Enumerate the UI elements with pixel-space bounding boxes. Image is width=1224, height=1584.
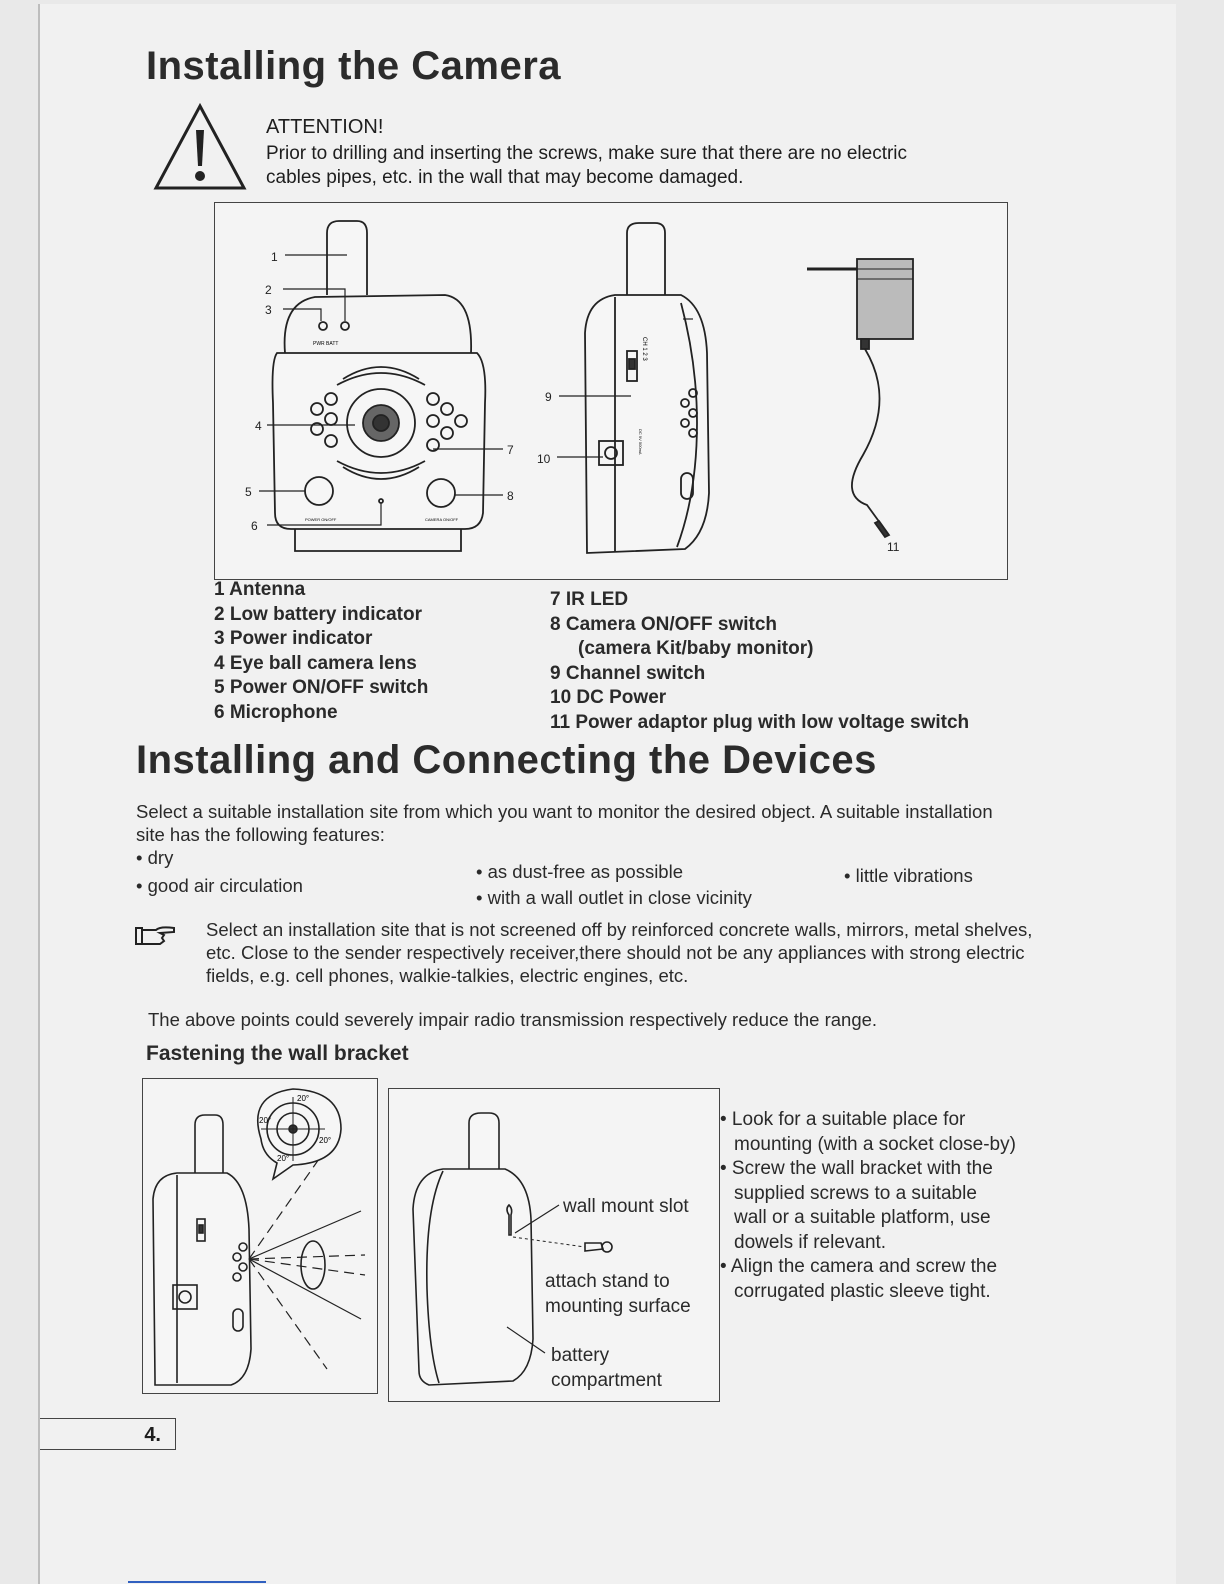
angle-left: 20°: [259, 1116, 272, 1125]
feature-air: • good air circulation: [136, 875, 303, 896]
legend-item: 4 Eye ball camera lens: [214, 652, 417, 674]
pwr-batt-label: PWR BATT: [313, 341, 339, 347]
legend-item: 9 Channel switch: [550, 662, 706, 684]
callout-2: 2: [265, 283, 272, 297]
legend-left: [214, 578, 428, 725]
camera-parts-illustration: [215, 203, 1007, 579]
range-warning: The above points could severely impair radio transmission respectively reduce the range.: [148, 1009, 878, 1030]
legend-item: 3 Power indicator: [214, 628, 373, 649]
dc-label: DC 9V 500mA: [638, 429, 643, 455]
power-adapter: [807, 259, 913, 537]
step-line: mounting (with a socket close-by): [734, 1133, 1016, 1155]
legend-right: [550, 588, 969, 735]
site-note: Select an installation site that is not screened off by reinforced concrete walls, mirrors, metal shelves, etc. Close to the sender respectively receiver,there should not be any appliances with strong electric fields, e.g. cell phones, walkie-talkies, electric engines, etc.: [206, 919, 1033, 986]
step-line: • Look for a suitable place for: [720, 1109, 966, 1130]
battery-compartment-label: [551, 1343, 662, 1393]
angle-right: 20°: [319, 1136, 332, 1145]
camera-diagram: [214, 202, 1008, 580]
legend-item: 10 DC Power: [550, 687, 667, 708]
feature-vibrations: • little vibrations: [844, 865, 973, 886]
warning-triangle-icon: [152, 102, 248, 192]
legend-item: 6 Microphone: [214, 701, 338, 723]
step-line: supplied screws to a suitable: [734, 1182, 977, 1204]
attach-stand-label: [545, 1269, 691, 1319]
attach-stand-line1: attach stand to: [545, 1271, 670, 1292]
callout-11: 11: [887, 540, 900, 554]
pointing-hand-icon: [134, 922, 178, 948]
view-angle-illustration: [143, 1079, 377, 1393]
attach-stand-line2: mounting surface: [545, 1296, 691, 1317]
step-line: • Screw the wall bracket with the: [720, 1158, 993, 1179]
legend-item: 5 Power ON/OFF switch: [214, 677, 429, 698]
camera-side-view: [557, 223, 709, 553]
callout-3: 3: [265, 303, 272, 317]
camera-front-view: [259, 221, 503, 551]
wall-mount-slot-label: wall mount slot: [563, 1196, 689, 1217]
step-line: dowels if relevant.: [734, 1231, 887, 1253]
callout-9: 9: [545, 390, 552, 404]
callout-7: 7: [507, 443, 514, 457]
section-title-connecting: Installing and Connecting the Devices: [136, 738, 877, 782]
channel-label: CH 1 2 3: [641, 337, 647, 361]
legend-item: 1 Antenna: [214, 579, 306, 600]
wall-mount-diagram: [388, 1088, 720, 1402]
attention-title: ATTENTION!: [266, 116, 384, 138]
feature-dry: • dry: [136, 847, 174, 868]
callout-10: 10: [537, 452, 551, 466]
callout-5: 5: [245, 485, 252, 499]
fastening-title: Fastening the wall bracket: [146, 1042, 409, 1065]
step-line: corrugated plastic sleeve tight.: [734, 1280, 991, 1302]
attention-text: Prior to drilling and inserting the screws, make sure that there are no electric cables pipes, etc. in the wall that may become damaged.: [266, 143, 908, 188]
legend-item: 2 Low battery indicator: [214, 603, 422, 625]
page-number: 4.: [40, 1418, 176, 1450]
legend-item: 11 Power adaptor plug with low voltage switch: [550, 711, 970, 733]
manual-page: [38, 4, 1176, 1584]
section-title-installing-camera: Installing the Camera: [146, 44, 562, 88]
callout-1: 1: [271, 250, 278, 264]
intro-text: Select a suitable installation site from which you want to monitor the desired object. A suitable installation site has the following features:: [136, 801, 993, 845]
legend-item: (camera Kit/baby monitor): [578, 638, 814, 659]
feature-outlet: • with a wall outlet in close vicinity: [476, 887, 752, 908]
battery-line2: compartment: [551, 1370, 662, 1391]
step-line: wall or a suitable platform, use: [734, 1207, 991, 1228]
angle-top: 20°: [297, 1094, 310, 1103]
battery-line1: battery: [551, 1345, 610, 1366]
legend-item: 7 IR LED: [550, 589, 629, 610]
angle-bottom: 20°: [277, 1154, 290, 1163]
feature-dust: • as dust-free as possible: [476, 861, 683, 882]
camera-onoff-label: CAMERA ON/OFF: [425, 517, 459, 522]
callout-6: 6: [251, 519, 258, 533]
callout-4: 4: [255, 419, 262, 433]
legend-item: 8 Camera ON/OFF switch: [550, 613, 778, 635]
callout-8: 8: [507, 489, 514, 503]
mounting-steps: [720, 1108, 1016, 1304]
step-line: • Align the camera and screw the: [720, 1256, 998, 1277]
footer-rule: [128, 1581, 266, 1583]
bracket-angle-diagram: [142, 1078, 378, 1394]
power-onoff-label: POWER ON/OFF: [305, 517, 337, 522]
